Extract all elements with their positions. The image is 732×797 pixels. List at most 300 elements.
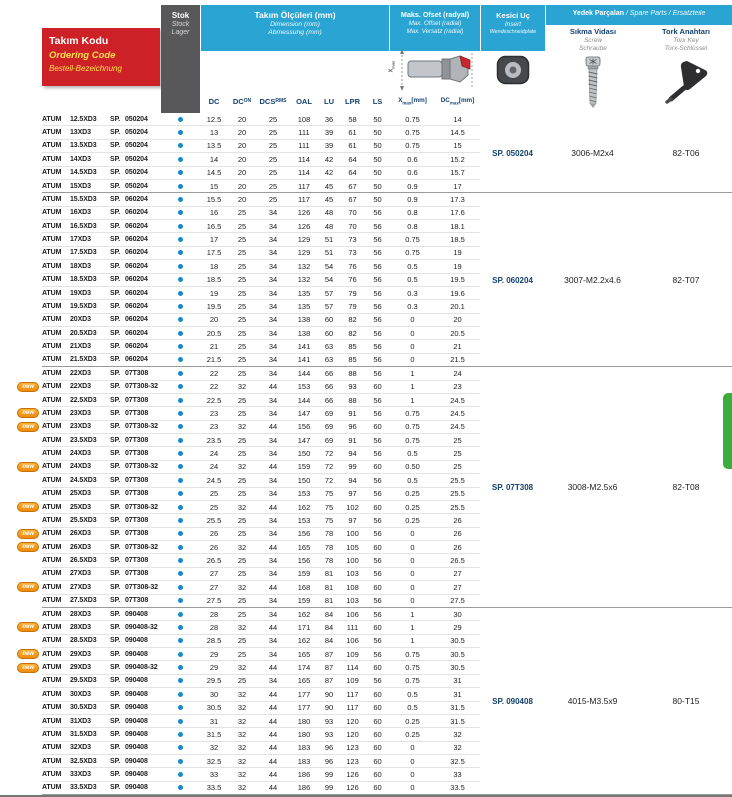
stock-cell bbox=[160, 728, 200, 741]
stock-cell bbox=[160, 474, 200, 487]
col-dcs: 25 bbox=[256, 180, 290, 193]
col-dcon: 20 bbox=[228, 180, 256, 193]
group-column-filler bbox=[480, 180, 545, 193]
stock-dot bbox=[178, 719, 183, 724]
col-oal: 183 bbox=[290, 755, 318, 768]
col-dcs: 34 bbox=[256, 488, 290, 501]
col-dcs: 25 bbox=[256, 126, 290, 139]
new-badge-cell bbox=[0, 207, 42, 220]
col-dcs: 44 bbox=[256, 742, 290, 755]
group-column-filler bbox=[545, 595, 640, 608]
table-row bbox=[0, 354, 732, 367]
table-row bbox=[0, 447, 732, 460]
tool-code: ATUM 20XD3 SP. 060204 bbox=[42, 314, 160, 327]
col-ls: 60 bbox=[365, 661, 390, 674]
col-xmax: 0.75 bbox=[390, 407, 435, 420]
new-badge-cell bbox=[0, 287, 42, 300]
col-ls: 56 bbox=[365, 488, 390, 501]
col-dcs: 44 bbox=[256, 381, 290, 394]
stock-cell bbox=[160, 260, 200, 273]
col-ls: 56 bbox=[365, 514, 390, 527]
group-column-filler bbox=[545, 782, 640, 795]
group-column-filler bbox=[640, 715, 732, 728]
new-badge-cell bbox=[0, 153, 42, 166]
col-lu: 99 bbox=[318, 768, 340, 781]
col-dcon: 32 bbox=[228, 715, 256, 728]
col-dcmax: 19 bbox=[435, 260, 480, 273]
stock-cell bbox=[160, 421, 200, 434]
col-xmax: 0.75 bbox=[390, 126, 435, 139]
stock-cell bbox=[160, 702, 200, 715]
stock-cell bbox=[160, 715, 200, 728]
col-dcs: 44 bbox=[256, 541, 290, 554]
col-ls: 56 bbox=[365, 260, 390, 273]
new-badge-cell bbox=[0, 488, 42, 501]
col-lu: 48 bbox=[318, 220, 340, 233]
col-oal: 180 bbox=[290, 728, 318, 741]
col-xmax: 0.8 bbox=[390, 220, 435, 233]
group-column-filler bbox=[545, 354, 640, 367]
stock-dot bbox=[178, 438, 183, 443]
col-ls: 56 bbox=[365, 635, 390, 648]
table-row bbox=[0, 367, 732, 380]
col-lpr: 103 bbox=[340, 595, 365, 608]
col-lpr: 67 bbox=[340, 193, 365, 206]
col-xmax: 0 bbox=[390, 595, 435, 608]
stock-cell bbox=[160, 113, 200, 126]
col-lpr: 70 bbox=[340, 220, 365, 233]
offset-header bbox=[390, 5, 480, 51]
col-dc: 23 bbox=[200, 421, 228, 434]
col-oal: 126 bbox=[290, 207, 318, 220]
group-column-filler bbox=[545, 755, 640, 768]
group-column-filler bbox=[545, 167, 640, 180]
col-lu: 45 bbox=[318, 180, 340, 193]
col-dc: 15 bbox=[200, 180, 228, 193]
col-dcs: 44 bbox=[256, 715, 290, 728]
col-oal: 114 bbox=[290, 167, 318, 180]
group-column-filler bbox=[640, 140, 732, 153]
col-xmax: 0.75 bbox=[390, 247, 435, 260]
stock-dot bbox=[178, 678, 183, 683]
tool-code: ATUM 26XD3 SP. 07T308-32 bbox=[42, 541, 160, 554]
col-dcon: 25 bbox=[228, 314, 256, 327]
col-dcmax: 31.5 bbox=[435, 702, 480, 715]
col-lpr: 61 bbox=[340, 126, 365, 139]
col-dc: 31 bbox=[200, 715, 228, 728]
col-dc: 31.5 bbox=[200, 728, 228, 741]
xmax-diagram-label: $X_{max}$ bbox=[388, 60, 396, 73]
page-edge-tab bbox=[723, 393, 732, 469]
col-dcmax: 30.5 bbox=[435, 648, 480, 661]
new-badge-cell bbox=[0, 595, 42, 608]
group-column-filler bbox=[640, 447, 732, 460]
col-lu: 51 bbox=[318, 247, 340, 260]
table-row bbox=[0, 434, 732, 447]
col-oal: 111 bbox=[290, 140, 318, 153]
tool-code: ATUM 18.5XD3 SP. 060204 bbox=[42, 274, 160, 287]
col-ls: 56 bbox=[365, 554, 390, 567]
col-dc: 30.5 bbox=[200, 702, 228, 715]
tool-code: ATUM 30XD3 SP. 090408 bbox=[42, 688, 160, 701]
col-ls: 56 bbox=[365, 394, 390, 407]
col-oal: 171 bbox=[290, 621, 318, 634]
group-column-filler bbox=[545, 581, 640, 594]
group-column-filler bbox=[480, 661, 545, 674]
screw-label-de: Schraube bbox=[579, 45, 607, 52]
group-column-filler bbox=[480, 126, 545, 139]
stock-cell bbox=[160, 608, 200, 621]
col-xmax: 0.5 bbox=[390, 274, 435, 287]
tool-code: ATUM 24XD3 SP. 07T308 bbox=[42, 447, 160, 460]
col-oal: 165 bbox=[290, 648, 318, 661]
tool-code: ATUM 25XD3 SP. 07T308 bbox=[42, 488, 160, 501]
col-ls: 60 bbox=[365, 782, 390, 795]
group-column-filler bbox=[480, 728, 545, 741]
col-dcs: 34 bbox=[256, 340, 290, 353]
col-dcs: 34 bbox=[256, 207, 290, 220]
stock-dot bbox=[178, 331, 183, 336]
col-dcmax: 21.5 bbox=[435, 354, 480, 367]
table-row bbox=[0, 394, 732, 407]
col-ls: 56 bbox=[365, 595, 390, 608]
group-column-filler bbox=[480, 140, 545, 153]
col-lu: 66 bbox=[318, 394, 340, 407]
col-lpr: 73 bbox=[340, 233, 365, 246]
group-column-filler bbox=[545, 608, 640, 621]
table-row bbox=[0, 702, 732, 715]
col-dcs: 34 bbox=[256, 608, 290, 621]
col-dcs: 44 bbox=[256, 702, 290, 715]
col-ls: 60 bbox=[365, 702, 390, 715]
new-badge-cell bbox=[0, 407, 42, 420]
stock-dot bbox=[178, 705, 183, 710]
new-badge-cell bbox=[0, 514, 42, 527]
col-lu: 54 bbox=[318, 274, 340, 287]
col-dc: 29 bbox=[200, 648, 228, 661]
col-lpr: 109 bbox=[340, 648, 365, 661]
new-badge: new bbox=[17, 529, 39, 539]
col-dcon: 25 bbox=[228, 488, 256, 501]
table-row bbox=[0, 340, 732, 353]
col-dcmax: 24.5 bbox=[435, 421, 480, 434]
stock-cell bbox=[160, 635, 200, 648]
group-column-filler bbox=[640, 314, 732, 327]
col-lpr: 79 bbox=[340, 287, 365, 300]
group-column-filler bbox=[545, 715, 640, 728]
group-column-filler bbox=[545, 474, 640, 487]
group-column-filler bbox=[545, 421, 640, 434]
dim-col-label-lpr: LPR bbox=[345, 96, 360, 106]
table-row bbox=[0, 528, 732, 541]
new-badge-cell bbox=[0, 688, 42, 701]
stock-dot bbox=[178, 745, 183, 750]
group-column-filler bbox=[545, 635, 640, 648]
insert-label-de: Wendeschneidplate bbox=[489, 29, 537, 35]
col-lu: 42 bbox=[318, 153, 340, 166]
col-oal: 129 bbox=[290, 247, 318, 260]
col-dcmax: 27 bbox=[435, 581, 480, 594]
col-ls: 56 bbox=[365, 233, 390, 246]
col-dcmax: 26 bbox=[435, 528, 480, 541]
group-column-filler bbox=[480, 581, 545, 594]
col-dcon: 25 bbox=[228, 635, 256, 648]
table-row bbox=[0, 554, 732, 567]
offset-diagram bbox=[388, 47, 480, 95]
col-dc: 15.5 bbox=[200, 193, 228, 206]
col-lpr: 108 bbox=[340, 581, 365, 594]
group-column-filler bbox=[545, 394, 640, 407]
col-dc: 20.5 bbox=[200, 327, 228, 340]
table-row bbox=[0, 488, 732, 501]
col-ls: 60 bbox=[365, 742, 390, 755]
stock-cell bbox=[160, 541, 200, 554]
col-lpr: 123 bbox=[340, 742, 365, 755]
col-dc: 32 bbox=[200, 742, 228, 755]
col-dcmax: 27.5 bbox=[435, 595, 480, 608]
group-column-filler bbox=[480, 768, 545, 781]
stock-dot bbox=[178, 732, 183, 737]
group-column-filler bbox=[640, 207, 732, 220]
new-badge: new bbox=[17, 382, 39, 392]
group-column-filler bbox=[545, 675, 640, 688]
group-column-filler bbox=[640, 247, 732, 260]
group-column-filler bbox=[640, 728, 732, 741]
tool-code: ATUM 13XD3 SP. 050204 bbox=[42, 126, 160, 139]
col-dcs: 25 bbox=[256, 153, 290, 166]
col-dc: 20 bbox=[200, 314, 228, 327]
tool-code: ATUM 19.5XD3 SP. 060204 bbox=[42, 300, 160, 313]
col-lu: 96 bbox=[318, 742, 340, 755]
group-column-filler bbox=[480, 608, 545, 621]
col-dcmax: 14.5 bbox=[435, 126, 480, 139]
tool-code: ATUM 22XD3 SP. 07T308-32 bbox=[42, 381, 160, 394]
new-badge-cell bbox=[0, 394, 42, 407]
col-dcs: 34 bbox=[256, 675, 290, 688]
col-lpr: 88 bbox=[340, 367, 365, 380]
col-xmax: 0.25 bbox=[390, 501, 435, 514]
col-ls: 60 bbox=[365, 728, 390, 741]
group-torx-code: 82-T07 bbox=[672, 275, 700, 286]
group-column-filler bbox=[640, 501, 732, 514]
tool-code: ATUM 22XD3 SP. 07T308 bbox=[42, 367, 160, 380]
tool-code: ATUM 32.5XD3 SP. 090408 bbox=[42, 755, 160, 768]
stock-cell bbox=[160, 153, 200, 166]
new-badge: new bbox=[17, 622, 39, 632]
col-dcmax: 25 bbox=[435, 461, 480, 474]
col-oal: 147 bbox=[290, 434, 318, 447]
group-insert-code: SP. 060204 bbox=[492, 275, 533, 285]
col-dc: 25.5 bbox=[200, 514, 228, 527]
stock-dot bbox=[178, 344, 183, 349]
col-dcon: 25 bbox=[228, 648, 256, 661]
tool-code: ATUM 25.5XD3 SP. 07T308 bbox=[42, 514, 160, 527]
col-lu: 78 bbox=[318, 528, 340, 541]
group-column-filler bbox=[480, 340, 545, 353]
col-dcon: 32 bbox=[228, 661, 256, 674]
stock-dot bbox=[178, 117, 183, 122]
stock-cell bbox=[160, 207, 200, 220]
col-oal: 147 bbox=[290, 407, 318, 420]
new-badge-cell bbox=[0, 300, 42, 313]
stock-dot bbox=[178, 398, 183, 403]
group-column-filler bbox=[640, 541, 732, 554]
col-dcon: 25 bbox=[228, 554, 256, 567]
col-xmax: 0 bbox=[390, 755, 435, 768]
col-xmax: 0 bbox=[390, 327, 435, 340]
new-badge: new bbox=[17, 422, 39, 432]
new-badge-cell bbox=[0, 274, 42, 287]
group-column-filler bbox=[545, 381, 640, 394]
dim-col-label-oal: OAL bbox=[296, 96, 312, 106]
col-dcmax: 25.5 bbox=[435, 474, 480, 487]
col-dc: 26 bbox=[200, 541, 228, 554]
group-column-filler bbox=[640, 702, 732, 715]
dim-col-label-ls: LS bbox=[372, 96, 383, 106]
stock-dot bbox=[178, 304, 183, 309]
group-insert-code: SP. 090408 bbox=[492, 696, 533, 706]
col-xmax: 0.50 bbox=[390, 461, 435, 474]
col-oal: 156 bbox=[290, 528, 318, 541]
col-dc: 27.5 bbox=[200, 595, 228, 608]
group-column-filler bbox=[480, 193, 545, 206]
group-column-filler bbox=[545, 621, 640, 634]
col-lu: 99 bbox=[318, 782, 340, 795]
col-dc: 13.5 bbox=[200, 140, 228, 153]
tool-code: ATUM 31XD3 SP. 090408 bbox=[42, 715, 160, 728]
table-row bbox=[0, 421, 732, 434]
col-ls: 56 bbox=[365, 675, 390, 688]
col-lu: 39 bbox=[318, 140, 340, 153]
col-dc: 33 bbox=[200, 768, 228, 781]
col-oal: 156 bbox=[290, 421, 318, 434]
col-dcs: 34 bbox=[256, 274, 290, 287]
col-oal: 186 bbox=[290, 782, 318, 795]
new-badge: new bbox=[17, 502, 39, 512]
group-column-filler bbox=[480, 675, 545, 688]
col-xmax: 0 bbox=[390, 782, 435, 795]
new-badge: new bbox=[17, 582, 39, 592]
col-dcs: 34 bbox=[256, 260, 290, 273]
tool-code: ATUM 14.5XD3 SP. 050204 bbox=[42, 167, 160, 180]
group-column-filler bbox=[545, 768, 640, 781]
stock-dot bbox=[178, 759, 183, 764]
col-oal: 153 bbox=[290, 514, 318, 527]
table-row bbox=[0, 140, 732, 153]
col-dcon: 32 bbox=[228, 541, 256, 554]
col-lu: 72 bbox=[318, 447, 340, 460]
col-dcs: 34 bbox=[256, 434, 290, 447]
col-dc: 16.5 bbox=[200, 220, 228, 233]
stock-cell bbox=[160, 434, 200, 447]
group-column-filler bbox=[545, 193, 640, 206]
col-dcmax: 25.5 bbox=[435, 488, 480, 501]
group-column-filler bbox=[545, 247, 640, 260]
col-xmax: 0 bbox=[390, 554, 435, 567]
table-row bbox=[0, 153, 732, 166]
col-dcmax: 30.5 bbox=[435, 635, 480, 648]
col-lu: 96 bbox=[318, 755, 340, 768]
group-column-filler bbox=[480, 113, 545, 126]
col-xmax: 0.9 bbox=[390, 193, 435, 206]
col-dcs: 34 bbox=[256, 327, 290, 340]
col-dcon: 25 bbox=[228, 514, 256, 527]
new-badge-cell bbox=[0, 193, 42, 206]
stock-dot bbox=[178, 518, 183, 523]
col-lpr: 73 bbox=[340, 247, 365, 260]
col-dcon: 25 bbox=[228, 327, 256, 340]
group-column-filler bbox=[640, 327, 732, 340]
group-screw-code: 3008-M2.5x6 bbox=[567, 482, 618, 493]
stock-dot bbox=[178, 585, 183, 590]
tool-code: ATUM 29XD3 SP. 090408 bbox=[42, 648, 160, 661]
table-row bbox=[0, 207, 732, 220]
spare-label-tr: Yedek Parçalan bbox=[572, 10, 625, 17]
col-dcs: 34 bbox=[256, 554, 290, 567]
screw-label-en: Screw bbox=[583, 37, 603, 44]
stock-dot bbox=[178, 625, 183, 630]
col-dcon: 20 bbox=[228, 126, 256, 139]
col-lpr: 117 bbox=[340, 688, 365, 701]
group-column-filler bbox=[480, 554, 545, 567]
col-dcs: 34 bbox=[256, 394, 290, 407]
tool-code: ATUM 16.5XD3 SP. 060204 bbox=[42, 220, 160, 233]
col-dcs: 34 bbox=[256, 367, 290, 380]
group-torx-code: 82-T06 bbox=[672, 148, 700, 159]
group-column-filler bbox=[545, 514, 640, 527]
new-badge: new bbox=[17, 542, 39, 552]
group-column-filler bbox=[480, 260, 545, 273]
col-lpr: 76 bbox=[340, 274, 365, 287]
col-dc: 13 bbox=[200, 126, 228, 139]
col-dcon: 32 bbox=[228, 768, 256, 781]
col-dcon: 20 bbox=[228, 193, 256, 206]
torx-label-de: Torx-Schlüssel bbox=[664, 45, 708, 52]
col-lpr: 88 bbox=[340, 394, 365, 407]
col-dcmax: 24.5 bbox=[435, 407, 480, 420]
new-badge-cell bbox=[0, 675, 42, 688]
col-xmax: 0 bbox=[390, 568, 435, 581]
col-lu: 69 bbox=[318, 407, 340, 420]
col-lpr: 120 bbox=[340, 715, 365, 728]
col-dc: 19.5 bbox=[200, 300, 228, 313]
col-dc: 28 bbox=[200, 621, 228, 634]
col-dcon: 25 bbox=[228, 608, 256, 621]
col-ls: 50 bbox=[365, 140, 390, 153]
col-xmax: 0.6 bbox=[390, 167, 435, 180]
col-xmax: 0.25 bbox=[390, 488, 435, 501]
col-ls: 50 bbox=[365, 167, 390, 180]
col-ls: 60 bbox=[365, 501, 390, 514]
group-column-filler bbox=[640, 554, 732, 567]
col-dcmax: 21 bbox=[435, 340, 480, 353]
col-dcon: 32 bbox=[228, 501, 256, 514]
table-row bbox=[0, 327, 732, 340]
group-column-filler bbox=[545, 367, 640, 380]
group-column-filler bbox=[640, 287, 732, 300]
group-column-filler bbox=[640, 367, 732, 380]
col-dcon: 25 bbox=[228, 274, 256, 287]
stock-dot bbox=[178, 598, 183, 603]
col-dcon: 32 bbox=[228, 782, 256, 795]
stock-dot bbox=[178, 612, 183, 617]
col-dcs: 44 bbox=[256, 461, 290, 474]
new-badge-cell bbox=[0, 381, 42, 394]
group-column-filler bbox=[480, 488, 545, 501]
col-xmax: 0.6 bbox=[390, 153, 435, 166]
stock-cell bbox=[160, 300, 200, 313]
stock-cell bbox=[160, 233, 200, 246]
